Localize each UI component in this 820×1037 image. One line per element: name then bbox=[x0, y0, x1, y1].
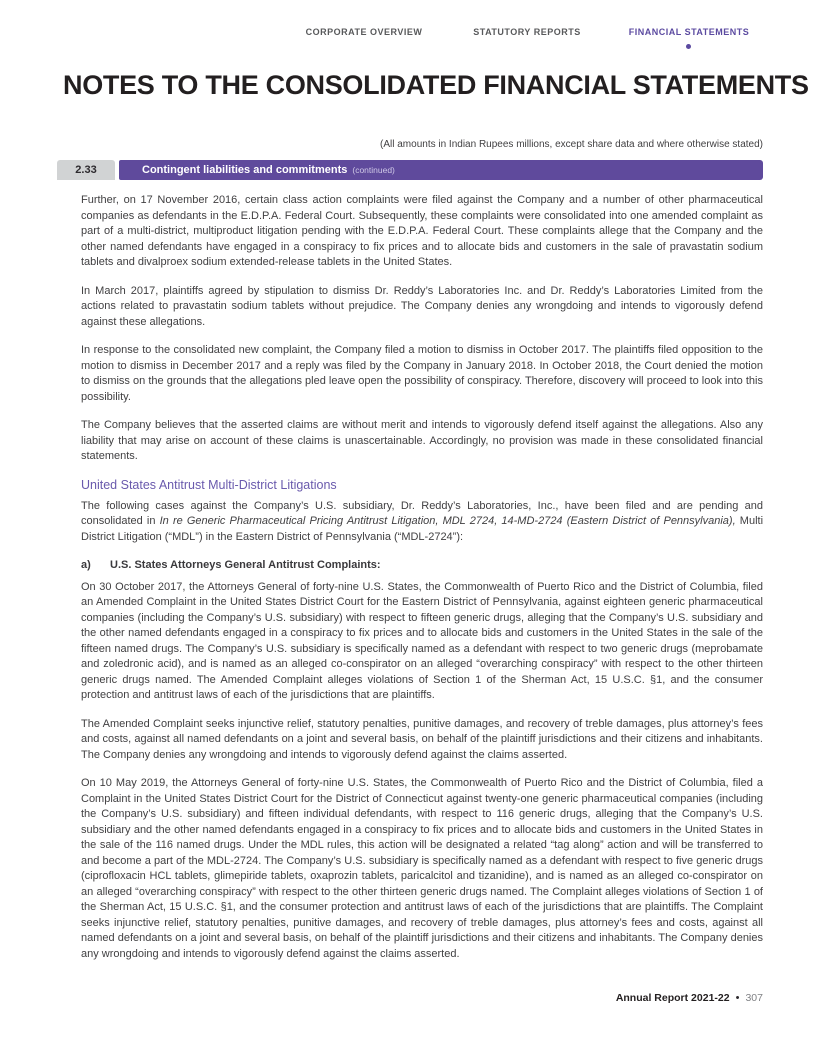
list-item-a bbox=[81, 558, 763, 574]
nav-tab-financial-statements[interactable]: FINANCIAL STATEMENTS bbox=[628, 27, 750, 37]
body-paragraph: In March 2017, plaintiffs agreed by stipulation to dismiss Dr. Reddy’s Laboratories Inc. and Dr. Reddy’s Laboratories Limited from the actions related to pravastatin sodium tablets without prejudice. The Company denies any wrongdoing and intends to vigorously defend against these allegations. bbox=[81, 284, 763, 328]
page-footer bbox=[616, 992, 763, 1004]
body-paragraph: On 30 October 2017, the Attorneys General of forty-nine U.S. States, the Commonwealth of Puerto Rico and the District of Columbia, filed an Amended Complaint in the United States District Court for the Eastern District of Pennsylvania, against eighteen generic pharmaceutical companies (including the Company’s U.S. subsidiary) with respect to fifteen generic drugs, alleging that the Company’s U.S. subsidiary and the other named defendants engaged in a conspiracy to fix prices and to allocate bids and customers in the United States in the sale of the fifteen named drugs. The Company’s U.S. subsidiary is specifically named as a defendant with respect to two generic drugs (meprobamate and zoledronic acid), and is named as an alleged co-conspirator on an alleged “overarching conspiracy” with respect to the other thirteen generic drugs named. The Amended Complaint alleges violations of Section 1 of the Sherman Act, 15 U.S.C. §1, and the consumer protection and antitrust laws of each of the jurisdictions that are plaintiffs. bbox=[81, 580, 763, 701]
footer-report-label: Annual Report 2021-22 bbox=[615, 992, 730, 1004]
body-paragraph: Further, on 17 November 2016, certain class action complaints were filed against the Company and a number of other pharmaceutical companies as defendants in the E.D.P.A. Federal Court. Subsequently, these complaints were consolidated into one amended complaint as part of a multi-district, multiproduct litigation pending with the E.D.P.A. Federal Court. These complaints allege that the Company and the other named defendants have engaged in a conspiracy to fix prices and to allocate bids and customers in the sale of pravastatin sodium tablets and divalproex sodium extended-release tablets in the United States. bbox=[81, 194, 763, 268]
body-paragraph bbox=[81, 499, 763, 546]
nav-tab-statutory-reports[interactable]: STATUTORY REPORTS bbox=[473, 27, 581, 37]
body-content bbox=[81, 193, 763, 975]
paragraph-text: The following cases against the Company’s U.S. subsidiary, Dr. Reddy’s Laboratories, Inc., have been filed and are pending and consolidated in bbox=[81, 499, 763, 527]
amounts-disclaimer: (All amounts in Indian Rupees millions, except share data and where otherwise stated) bbox=[380, 139, 763, 150]
list-item-marker: a) bbox=[81, 559, 91, 571]
body-paragraph: The Company believes that the asserted claims are without merit and intends to vigorously defend itself against the allegations. Also any liability that may arise on account of these claims is unascertainable. Accordingly, no provision was made in these consolidated financial statements. bbox=[81, 419, 763, 462]
body-paragraph: The Amended Complaint seeks injunctive relief, statutory penalties, punitive damages, and recovery of treble damages, plus attorney’s fees and costs, against all named defendants on a joint and several basis, on behalf of the plaintiff jurisdictions and their citizens and inhabitants. The Company denies any wrongdoing and intends to vigorously defend against the claims asserted. bbox=[81, 717, 763, 761]
paragraph-text: Multi District Litigation (“MDL”) in the Eastern District of Pennsylvania (“MDL-2724”): bbox=[81, 515, 764, 543]
body-paragraph: In response to the consolidated new complaint, the Company filed a motion to dismiss in October 2017. The plaintiffs filed opposition to the motion to dismiss in December 2017 and a reply was filed by the Company in January 2018. In October 2018, the Court denied the motion to dismiss on the grounds that the allegations pled leave open the possibility of conspiracy. Therefore, discovery will proceed to look into this possibility. bbox=[81, 344, 763, 403]
nav-tab-corporate-overview[interactable]: CORPORATE OVERVIEW bbox=[305, 27, 423, 37]
section-number-badge: 2.33 bbox=[57, 160, 115, 180]
case-citation-italic: In re Generic Pharmaceutical Pricing Antitrust Litigation, MDL 2724, 14-MD-2724 (Eastern District of Pennsylvania), bbox=[159, 515, 736, 527]
section-title: Contingent liabilities and commitments bbox=[142, 164, 348, 176]
active-tab-dot-icon bbox=[686, 44, 691, 49]
section-title-bar bbox=[119, 160, 763, 180]
section-header-bar bbox=[57, 160, 763, 180]
body-paragraph: On 10 May 2019, the Attorneys General of forty-nine U.S. States, the Commonwealth of Puerto Rico and the District of Columbia, filed a Complaint in the United States District Court for the District of Connecticut against twenty-one generic pharmaceutical companies (including the Company’s U.S. subsidiary) and fifteen individual defendants, with respect to 116 generic drugs, alleging that the Company’s U.S. subsidiary and the other named defendants engaged in a conspiracy to fix prices and to allocate bids and customers in the United States in the sale of the 116 named drugs. Under the MDL rules, this action will be designated a related “tag along” action and will be transferred to and become a part of the MDL-2724. The Company’s U.S. subsidiary is specifically named as a defendant with respect to five generic drugs (ciprofloxacin HCL tablets, glimepiride tablets, oxaprozin tablets, paricalcitol and tizanidine), and is named as an alleged co-conspirator on an alleged “overarching conspiracy” with respect to the other thirteen generic drugs named. The Complaint alleges violations of Section 1 of the Sherman Act, 15 U.S.C. §1, and the consumer protection and antitrust laws of each of the jurisdictions that are plaintiffs. The Complaint seeks injunctive relief, statutory penalties, punitive damages, and recovery of treble damages, plus attorney’s fees and costs, against all named defendants on a joint and several basis, on behalf of the plaintiff jurisdictions and their citizens and inhabitants. The Company denies any wrongdoing and intends to vigorously defend against the claims asserted. bbox=[81, 777, 763, 960]
subsection-heading: United States Antitrust Multi-District Litigations bbox=[81, 477, 337, 492]
page-title: NOTES TO THE CONSOLIDATED FINANCIAL STATEMENTS bbox=[63, 70, 809, 100]
footer-page-number: 307 bbox=[745, 992, 763, 1004]
footer-bullet-icon: • bbox=[735, 992, 740, 1004]
list-item-heading: U.S. States Attorneys General Antitrust Complaints: bbox=[110, 559, 381, 571]
section-continued-label: (continued) bbox=[352, 165, 395, 175]
